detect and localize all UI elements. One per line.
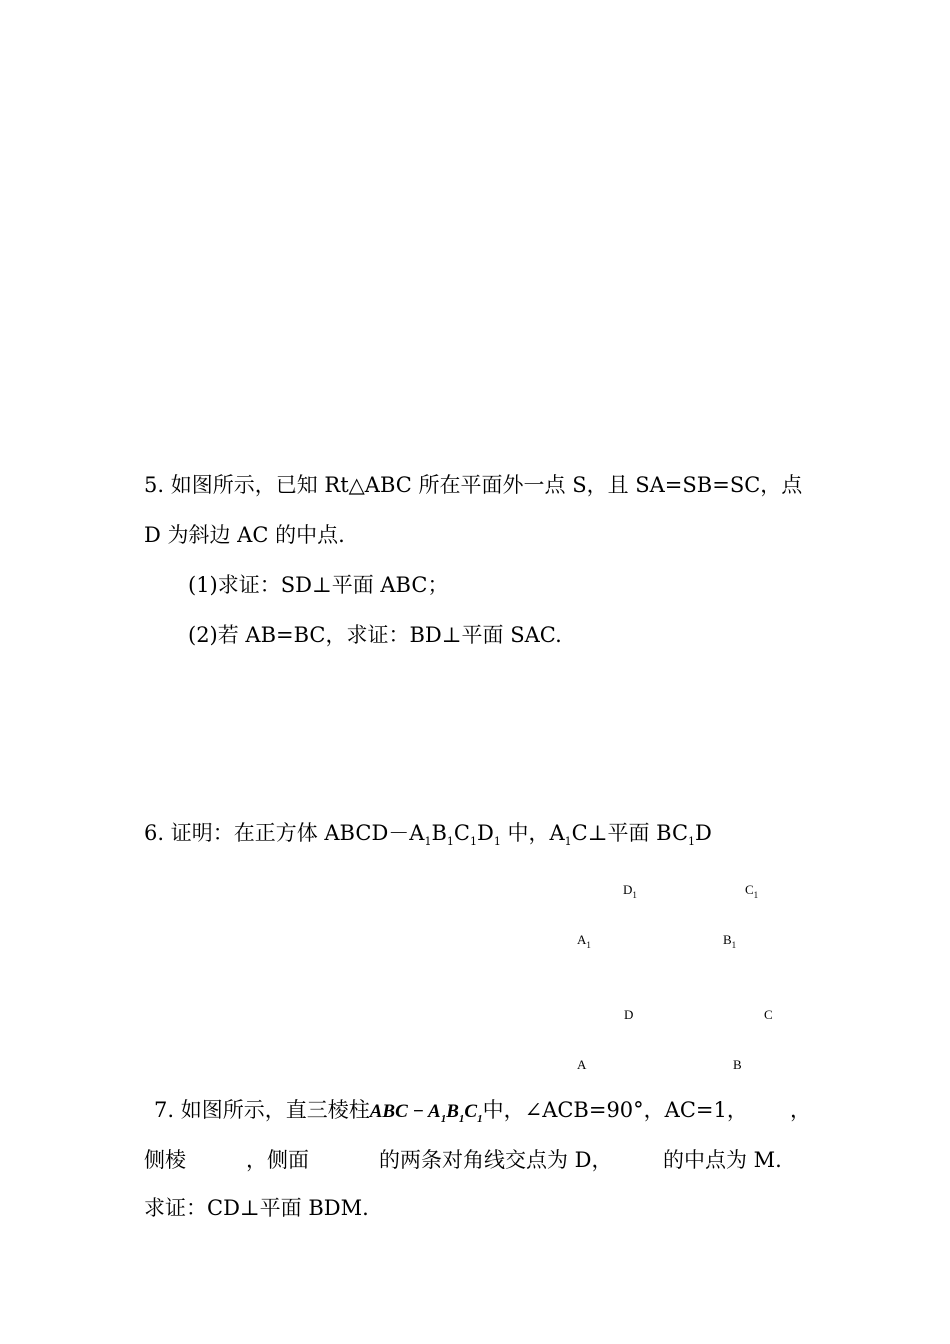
vertex-label-b1: $B_1$ [723, 932, 737, 950]
problem7-line2-c: 的两条对角线交点为 D， [379, 1148, 613, 1172]
vertex-label-b: B [733, 1057, 742, 1072]
problem7-trailing-comma: ， [790, 1098, 811, 1122]
prism-formula: ABC − $A_1B_1C_1$ [369, 1101, 483, 1125]
vertex-label-c: C [764, 1007, 773, 1022]
problem5-line1: 5. 如图所示，已知 Rt△ABC 所在平面外一点 S，且 SA=SB=SC，点 [144, 473, 803, 497]
vertex-label-d: D [624, 1007, 634, 1022]
vertex-label-c1: $C_1$ [745, 882, 759, 900]
problem5-line2: D 为斜边 AC 的中点. [144, 523, 345, 547]
problem7-line2-d: 的中点为 M. [663, 1148, 782, 1172]
problem5-part1: (1)求证：SD⊥平面 ABC； [188, 573, 449, 597]
problem7-line2-b: ，侧面 [246, 1148, 309, 1172]
problem7-line3: 求证：CD⊥平面 BDM. [144, 1196, 369, 1220]
vertex-label-a1: $A_1$ [577, 932, 591, 950]
problem6-statement: 6. 证明：在正方体 $ABCD-A_1B_1C_1D_1$ 中，$A_1C\perp$平面 $BC_1D$ [144, 821, 712, 848]
problem7-line2-a: 侧棱 [144, 1148, 186, 1172]
problem5-part2: (2)若 AB=BC，求证：BD⊥平面 SAC. [188, 623, 562, 647]
vertex-label-a: A [577, 1057, 587, 1072]
vertex-label-d1: $D_1$ [623, 882, 637, 900]
problem7-line1: 7. 如图所示，直三棱柱ABC − $A_1B_1C_1$中，∠ACB=90°，AC=1， [154, 1098, 748, 1125]
